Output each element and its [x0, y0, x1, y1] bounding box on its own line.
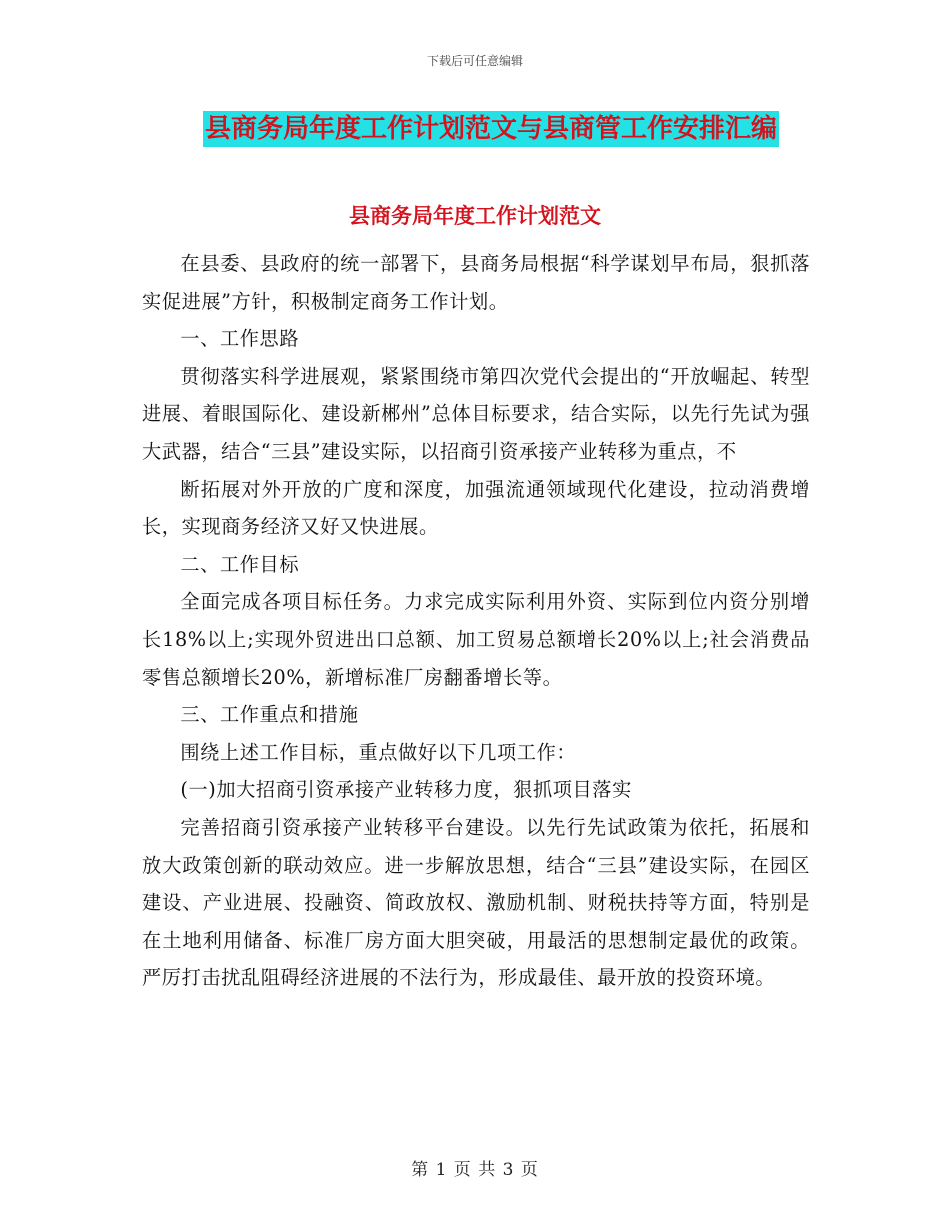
- heading-work-thinking: 一、工作思路: [180, 327, 300, 351]
- document-title: 县商务局年度工作计划范文与县商管工作安排汇编: [203, 111, 779, 147]
- paragraph-work-thinking-continued: 断拓展对外开放的广度和深度，加强流通领域现代化建设，拉动消费增长，实现商务经济又好又快进展。: [142, 477, 810, 539]
- paragraph-intro: 在县委、县政府的统一部署下，县商务局根据“科学谋划早布局，狠抓落实促进展”方针，积极制定商务工作计划。: [142, 252, 810, 313]
- document-title-container: [0, 111, 950, 147]
- page-number-footer: 第 1 页 共 3 页: [411, 1160, 539, 1180]
- paragraph-work-goals: 全面完成各项目标任务。力求完成实际利用外资、实际到位内资分别增长18%以上;实现外贸进出口总额、加工贸易总额增长20%以上;社会消费品零售总额增长20%，新增标准厂房翻番增长等。: [142, 590, 810, 689]
- heading-work-goals: 二、工作目标: [180, 552, 300, 576]
- paragraph-work-thinking: 贯彻落实科学进展观，紧紧围绕市第四次党代会提出的“开放崛起、转型进展、着眼国际化、建设新郴州”总体目标要求，结合实际，以先行先试为强大武器，结合“三县”建设实际，以招商引资承接产业转移为重点，不: [142, 364, 810, 463]
- document-body: [142, 245, 810, 997]
- paragraph-measures-intro: 围绕上述工作目标，重点做好以下几项工作：: [180, 740, 577, 764]
- subheading-investment: (一)加大招商引资承接产业转移力度，狠抓项目落实: [180, 778, 632, 802]
- section-title: 县商务局年度工作计划范文: [349, 203, 601, 228]
- paragraph-investment: 完善招商引资承接产业转移平台建设。以先行先试政策为依托，拓展和放大政策创新的联动效应。进一步解放思想，结合“三县”建设实际，在园区建设、产业进展、投融资、简政放权、激励机制、财税扶持等方面，特别是在土地利用储备、标准厂房方面大胆突破，用最活的思想制定最优的政策。严厉打击扰乱阻碍经济进展的不法行为，形成最佳、最开放的投资环境。: [142, 815, 810, 990]
- page-header-note: 下载后可任意编辑: [426, 54, 523, 68]
- heading-key-measures: 三、工作重点和措施: [180, 703, 359, 727]
